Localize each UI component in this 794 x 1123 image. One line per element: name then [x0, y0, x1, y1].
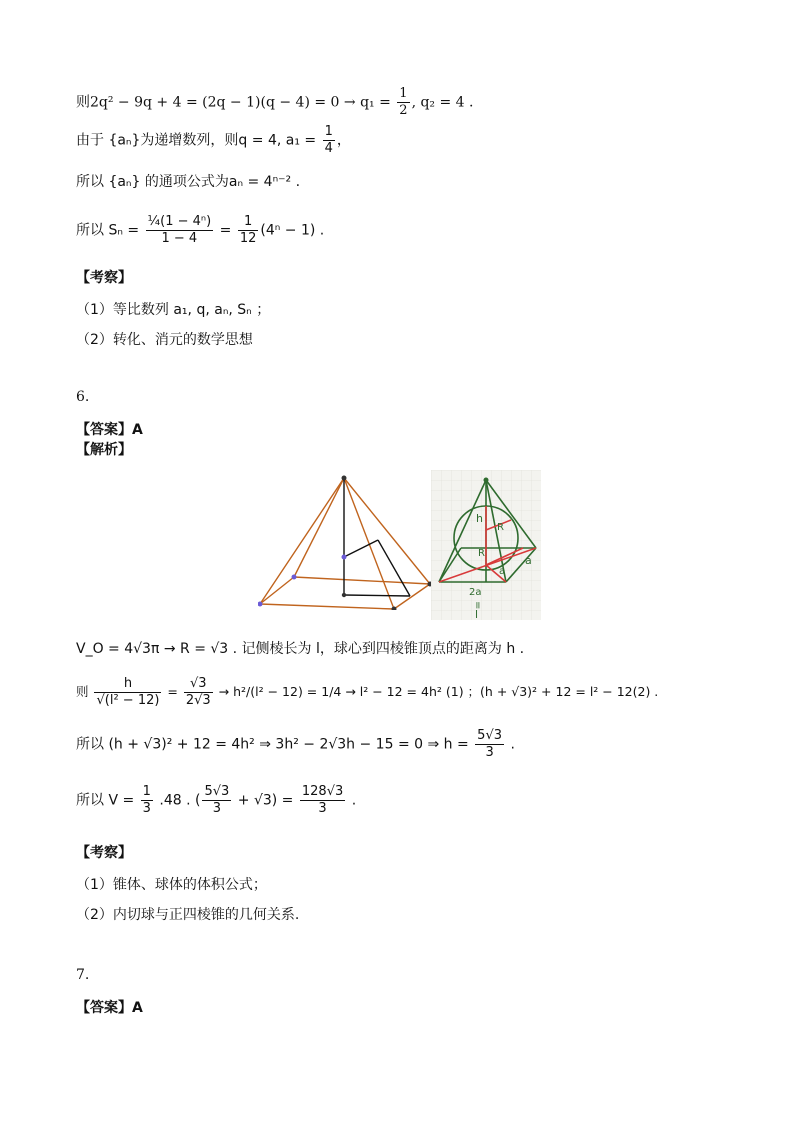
fraction-1-3	[141, 784, 153, 817]
frac-num: 1	[324, 124, 333, 139]
label-h: h	[476, 512, 483, 525]
fraction-h	[94, 676, 161, 709]
solution-line-3	[76, 728, 515, 761]
frac-num: 1	[399, 86, 408, 101]
label-2a: 2a	[469, 587, 482, 598]
frac-den: 3	[142, 801, 151, 816]
label-a: a	[499, 566, 506, 577]
eq1-text: 则2q² − 9q + 4 = (2q − 1)(q − 4) = 0 → q₁ =	[76, 94, 396, 111]
solution-line-2	[76, 676, 658, 709]
eq2-tail: ，	[336, 132, 351, 149]
frac-num: ¼(1 − 4ⁿ)	[147, 214, 212, 229]
label-equals: =	[472, 601, 483, 610]
sol3-text: 所以 (h + √3)² + 12 = 4h² ⇒ 3h² − 2√3h − 15 = 0 ⇒ h =	[76, 736, 474, 753]
fraction-sqrt3	[184, 676, 213, 709]
sphere-center-point	[342, 555, 347, 560]
question-number-7: 7.	[76, 967, 90, 983]
frac-den: √(l² − 12)	[96, 693, 160, 708]
sol4-tail: .	[347, 792, 357, 809]
base-center-point	[342, 593, 346, 597]
label-R: R	[497, 522, 504, 533]
equation-line-4	[76, 214, 324, 247]
frac-den: 3	[212, 801, 222, 816]
eq4-tail: (4ⁿ − 1) .	[260, 222, 325, 239]
kaocha-heading-2: 【考察】	[76, 845, 132, 861]
fraction-a1	[323, 124, 335, 157]
frac-den: 3	[485, 745, 494, 760]
label-a: a	[525, 554, 532, 567]
frac-num: 1	[238, 214, 259, 231]
sol4-mid: .48 . (	[154, 792, 201, 809]
answer-6: 【答案】A	[76, 422, 143, 438]
equation-line-2	[76, 124, 351, 157]
fraction-q1	[397, 86, 409, 119]
kaocha-item-2-1: （1）锥体、球体的体积公式；	[76, 877, 267, 893]
frac-num: 5√3	[477, 728, 502, 743]
solution-line-1: V_O = 4√3π → R = √3 . 记侧棱长为 l，球心到四棱锥顶点的距离为 h .	[76, 641, 525, 657]
sol2-text: 则	[76, 684, 93, 699]
frac-den: 4	[324, 141, 333, 156]
eq4-mid: =	[215, 222, 236, 239]
sol2-mid: =	[163, 684, 182, 699]
pyramid-height	[344, 478, 410, 596]
solution-line-4	[76, 784, 356, 817]
question-number-6: 6.	[76, 389, 90, 405]
fraction-h-value	[475, 728, 504, 761]
kaocha-heading-1: 【考察】	[76, 270, 132, 286]
base-vertex	[292, 575, 297, 580]
sol4-mid2: + √3) =	[233, 792, 298, 809]
frac-num: √3	[184, 676, 213, 693]
fraction-sn	[146, 214, 214, 247]
frac-den: 1 − 4	[161, 231, 198, 246]
apex-point	[342, 476, 347, 481]
kaocha-item-1-2: （2）转化、消元的数学思想	[76, 332, 253, 348]
answer-7: 【答案】A	[76, 1000, 143, 1016]
equation-line-1	[76, 86, 473, 119]
frac-den: 2√3	[185, 693, 211, 708]
frac-num: 1	[142, 784, 151, 799]
sketch-apex	[484, 478, 489, 483]
frac-num: h	[94, 676, 161, 693]
pyramid-edges	[260, 478, 430, 609]
fraction-128sqrt3	[300, 784, 345, 817]
sketch-figure	[431, 470, 541, 620]
label-l: l	[475, 608, 479, 620]
frac-num: 128√3	[301, 784, 344, 799]
sol4-text: 所以 V =	[76, 792, 139, 809]
eq1-tail: , q₂ = 4 .	[411, 94, 474, 111]
frac-den: 12	[239, 231, 257, 246]
eq3-text: 所以 {aₙ} 的通项公式为aₙ = 4ⁿ⁻² .	[76, 174, 301, 190]
sol3-tail: .	[506, 736, 515, 753]
fraction-1-12	[238, 214, 259, 247]
eq4-text: 所以 Sₙ =	[76, 222, 144, 239]
kaocha-item-1-1: （1）等比数列 a₁, q, aₙ, Sₙ ；	[76, 302, 271, 318]
kaocha-item-2-2: （2）内切球与正四棱锥的几何关系.	[76, 907, 300, 923]
frac-den: 2	[399, 103, 408, 118]
equation-line-3	[76, 171, 300, 191]
frac-num: 5√3	[204, 784, 230, 799]
frac-den: 3	[318, 801, 327, 816]
eq2-text: 由于 {aₙ}为递增数列，则q = 4, a₁ =	[76, 132, 321, 149]
analysis-6: 【解析】	[76, 442, 132, 458]
label-R: R	[478, 548, 485, 559]
fraction-5sqrt3	[202, 784, 231, 817]
pyramid-figure	[258, 470, 433, 610]
sol2-tail: → h²/(l² − 12) = 1/4 → l² − 12 = 4h² (1) ；(h + √3)² + 12 = l² − 12(2) .	[214, 684, 659, 699]
